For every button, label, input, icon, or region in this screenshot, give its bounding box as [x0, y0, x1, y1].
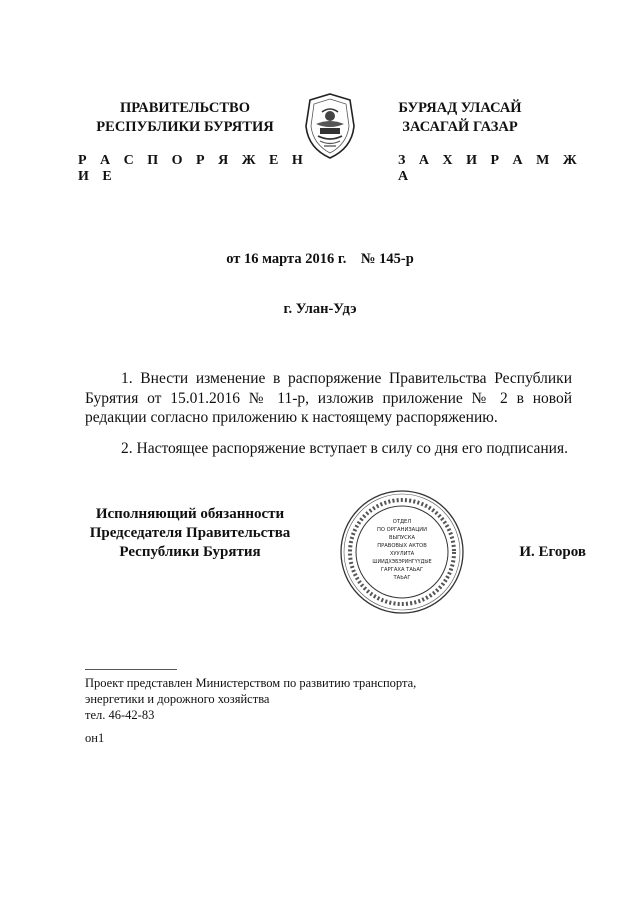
stamp-text-5: ХУУЛИТА — [389, 551, 415, 557]
header-left-doc-type: Р А С П О Р Я Ж Е Н И Е — [78, 153, 308, 184]
stamp-text-3: ВЫПУСКА — [388, 535, 416, 541]
stamp-text-7: ГАРГАХА ТАЬАГ — [380, 567, 424, 573]
signature-name: И. Егоров — [519, 544, 586, 560]
signature-title-line3: Республики Бурятия — [119, 544, 261, 560]
header-left-line1: ПРАВИТЕЛЬСТВО — [120, 100, 250, 116]
signature-title-line2: Председателя Правительства — [89, 525, 291, 541]
header-left-line2: РЕСПУБЛИКИ БУРЯТИЯ — [96, 119, 274, 135]
document-paragraph-2: 2. Настоящее распоряжение вступает в силу со дня его подписания. — [121, 440, 568, 457]
stamp-text-8: ТАЬАГ — [393, 575, 411, 581]
document-date-number: от 16 марта 2016 г. № 145-р — [226, 251, 414, 267]
header-right-line1: БУРЯАД УЛАСАЙ — [398, 100, 522, 116]
footer-code: он1 — [85, 731, 105, 745]
header-right-doc-type: З А Х И Р А М Ж А — [398, 153, 582, 184]
document-paragraph-1: 1. Внести изменение в распоряжение Правительства Республики Бурятия от 15.01.2016 № 11-р, изложив приложение № 2 в новой редакции согласно приложению к настоящему распоряжению. — [85, 370, 572, 426]
stamp-text-4: ПРАВОВЫХ АКТОВ — [377, 543, 427, 549]
official-stamp-icon — [338, 488, 466, 616]
stamp-text-1: ОТДЕЛ — [392, 519, 412, 525]
header-right-line2: ЗАСАГАЙ ГАЗАР — [402, 119, 518, 135]
footer-line1: Проект представлен Министерством по развитию транспорта, — [85, 676, 417, 690]
coat-of-arms-icon — [300, 90, 360, 162]
footer-phone: тел. 46-42-83 — [85, 708, 155, 722]
document-city: г. Улан-Удэ — [283, 301, 357, 317]
signature-title-line1: Исполняющий обязанности — [95, 506, 285, 522]
stamp-text-2: ПО ОРГАНИЗАЦИИ — [376, 527, 428, 533]
stamp-text-6: ШИИДХЭБЭРИНГҮҮДЫЕ — [372, 560, 432, 565]
footer-line2: энергетики и дорожного хозяйства — [85, 692, 270, 706]
footer-divider — [85, 669, 177, 670]
